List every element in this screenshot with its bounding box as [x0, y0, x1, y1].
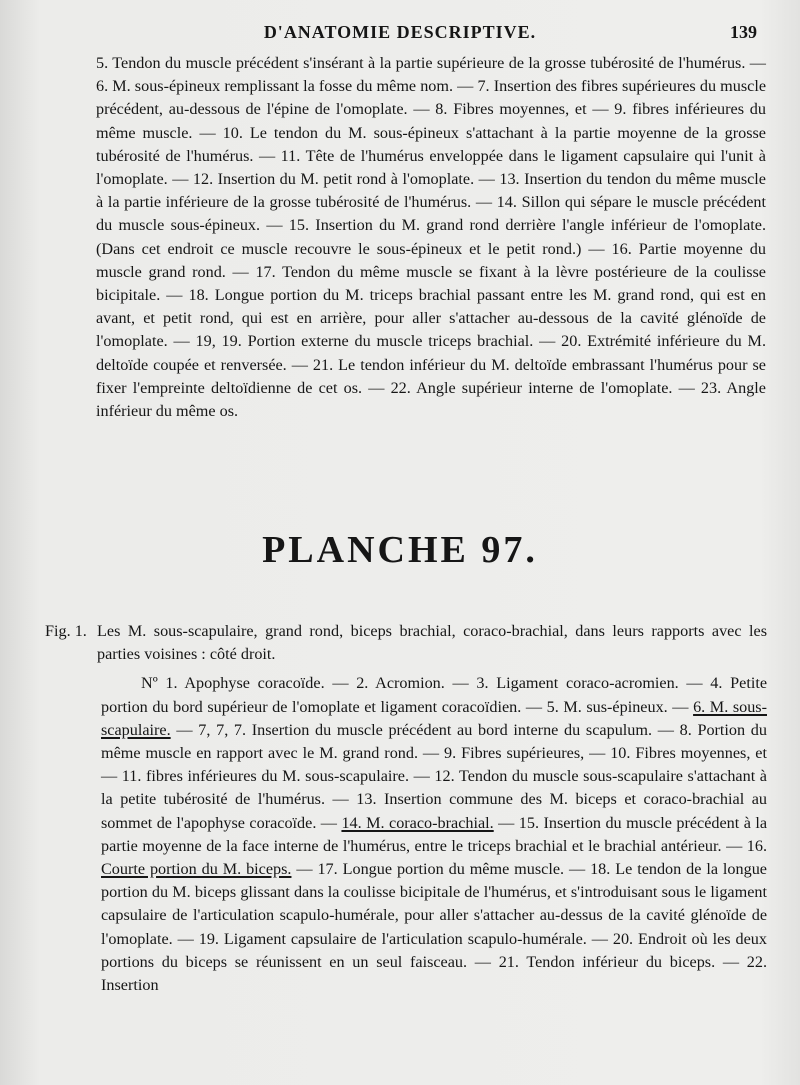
- plate-title: PLANCHE 97.: [262, 529, 538, 571]
- figure-label: Fig. 1.: [45, 622, 87, 640]
- underlined-item-sous-scapulaire: 6. M. sous-scapulaire.: [101, 697, 767, 739]
- legend-continuation: [96, 52, 766, 423]
- figure-items: [101, 672, 767, 997]
- page-number: 139: [730, 22, 757, 42]
- underlined-item-coraco-brachial: 14. M. coraco-brachial.: [341, 813, 494, 832]
- underlined-item-courte-portion-biceps: Courte portion du M. biceps.: [101, 860, 292, 879]
- item-text-4: — 17. Longue portion du même muscle. — 18. Le tendon de la longue portion du M. biceps glissant dans la coulisse bicipitale de l'humérus, et s'introduisant sous le ligament capsulaire de l'articulation scapulo-humérale, pour aller s'attacher au-dessus de la cavité glénoïde de l'omoplate. — 19. Ligament capsulaire de l'articulation scapulo-humérale. — 20. Endroit où les deux portions du biceps se réunissent en un seul faisceau. — 21. Tendon inférieur du biceps. — 22. Insertion: [101, 860, 767, 995]
- item-text-3: — 15. Insertion du muscle précédent à la partie moyenne de la face interne de l'humérus, entre le triceps brachial et le brachial antérieur. — 16.: [101, 813, 768, 855]
- page-header: [0, 22, 800, 48]
- figure-caption-line: [45, 620, 767, 666]
- legend-paragraph: 5. Tendon du muscle précédent s'insérant à la partie supérieure de la grosse tubérosité de l'humérus. — 6. M. sous-épineux remplissant la fosse du même nom. — 7. Insertion des fibres supérieures du muscle précédent, au-dessous de l'épine de l'omoplate. — 8. Fibres moyennes, et — 9. fibres inférieures du même muscle. — 10. Le tendon du M. sous-épineux s'attachant à la partie moyenne de la grosse tubérosité de l'humérus. — 11. Tête de l'humérus enveloppée dans le ligament capsulaire qui l'unit à l'omoplate. — 12. Insertion du M. petit rond à l'omoplate. — 13. Insertion du tendon du même muscle à la partie inférieure de la grosse tubérosité de l'humérus. — 14. Sillon qui sépare le muscle précédent du muscle sous-épineux. — 15. Insertion du M. grand rond derrière l'angle inférieur de l'omoplate. (Dans cet endroit ce muscle recouvre le sous-épineux et le petit rond.) — 16. Partie moyenne du muscle grand rond. — 17. Tendon du même muscle se fixant à la lèvre postérieure de la coulisse bicipitale. — 18. Longue portion du M. triceps brachial passant entre les M. grand rond, qui est en avant, et petit rond, qui est en arrière, pour aller s'attacher au-dessous de la cavité glénoïde de l'omoplate. — 19, 19. Portion externe du muscle triceps brachial. — 20. Extrémité inférieure du M. deltoïde coupée et renversée. — 21. Le tendon inférieur du M. deltoïde embrassant l'humérus pour se fixer l'empreinte deltoïdienne de cet os. — 22. Angle supérieur interne de l'omoplate. — 23. Angle inférieur du même os.: [96, 54, 766, 421]
- running-title: D'ANATOMIE DESCRIPTIVE.: [263, 22, 537, 42]
- figure-caption: Les M. sous-scapulaire, grand rond, biceps brachial, coraco-brachial, dans leurs rapports avec les parties voisines : côté droit.: [97, 622, 767, 664]
- item-text-1: Nº 1. Apophyse coracoïde. — 2. Acromion. — 3. Ligament coraco-acromien. — 4. Petite portion du bord supérieur de l'omoplate et ligament coracoïdien. — 5. M. sus-épineux. —: [101, 674, 767, 716]
- figure-legend: [45, 620, 767, 997]
- item-text-2: — 7, 7, 7. Insertion du muscle précédent au bord interne du scapulum. — 8. Portion du même muscle en rapport avec le M. grand rond. — 9. Fibres supérieures, — 10. Fibres moyennes, et — 11. fibres inférieures du M. sous-scapulaire. — 12. Tendon du muscle sous-scapulaire s'attachant à la petite tubérosité de l'humérus. — 13. Insertion commune des M. biceps et coraco-brachial au sommet de l'apophyse coracoïde. —: [101, 720, 767, 832]
